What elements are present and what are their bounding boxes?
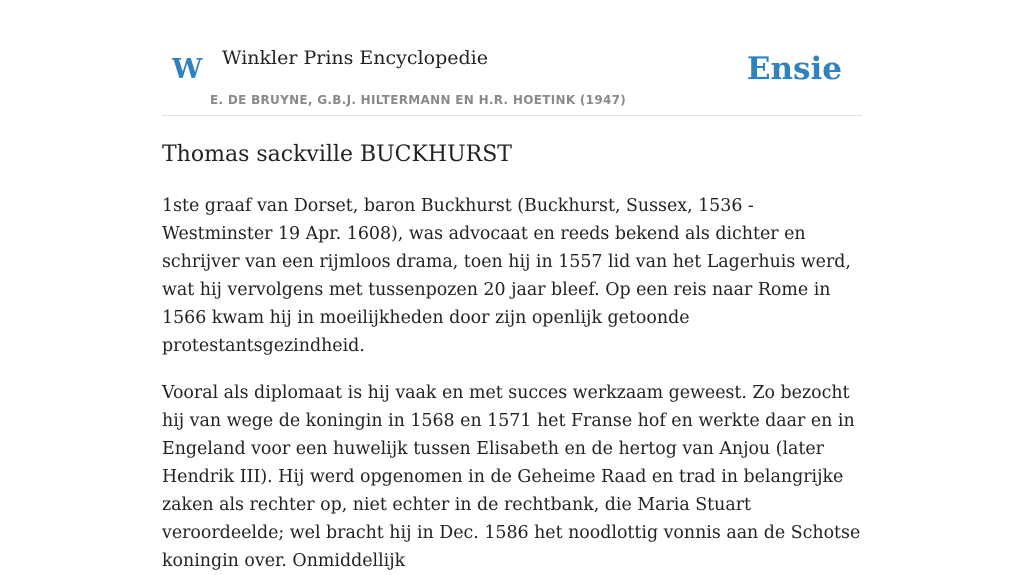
brand-logo[interactable]: Ensie <box>746 51 842 87</box>
source-logo[interactable]: W <box>172 54 203 85</box>
source-title[interactable]: Winkler Prins Encyclopedie <box>222 47 488 69</box>
article-paragraph: 1ste graaf van Dorset, baron Buckhurst (Buckhurst, Sussex, 1536 - Westminster 19 Apr. 1608), was advocaat en reeds bekend als dichter en schrijver van een rijmloos drama, toen hij in 1557 lid van het Lagerhuis werd, wat hij vervolgens met tussenpozen 20 jaar bleef. Op een reis naar Rome in 1566 kwam hij in moeilijkheden door zijn openlijk getoonde protestantsgezindheid. <box>162 196 851 356</box>
page-header <box>162 0 862 116</box>
article-paragraph: Vooral als diplomaat is hij vaak en met succes werkzaam geweest. Zo bezocht hij van wege de koningin in 1568 en 1571 het Franse hof en werkte daar en in Engeland voor een huwelijk tussen Elisabeth en de hertog van Anjou (later Hendrik III). Hij werd opgenomen in de Geheime Raad en trad in belangrijke zaken als rechter op, niet echter in de rechtbank, die Maria Stuart veroordeelde; wel bracht hij in Dec. 1586 het noodlottig vonnis aan de Schotse koningin over. Onmiddellijk <box>162 383 861 571</box>
article-content <box>162 138 862 575</box>
article-title: Thomas sackville BUCKHURST <box>162 142 512 167</box>
source-authors: E. DE BRUYNE, G.B.J. HILTERMANN EN H.R. HOETINK (1947) <box>210 93 627 107</box>
